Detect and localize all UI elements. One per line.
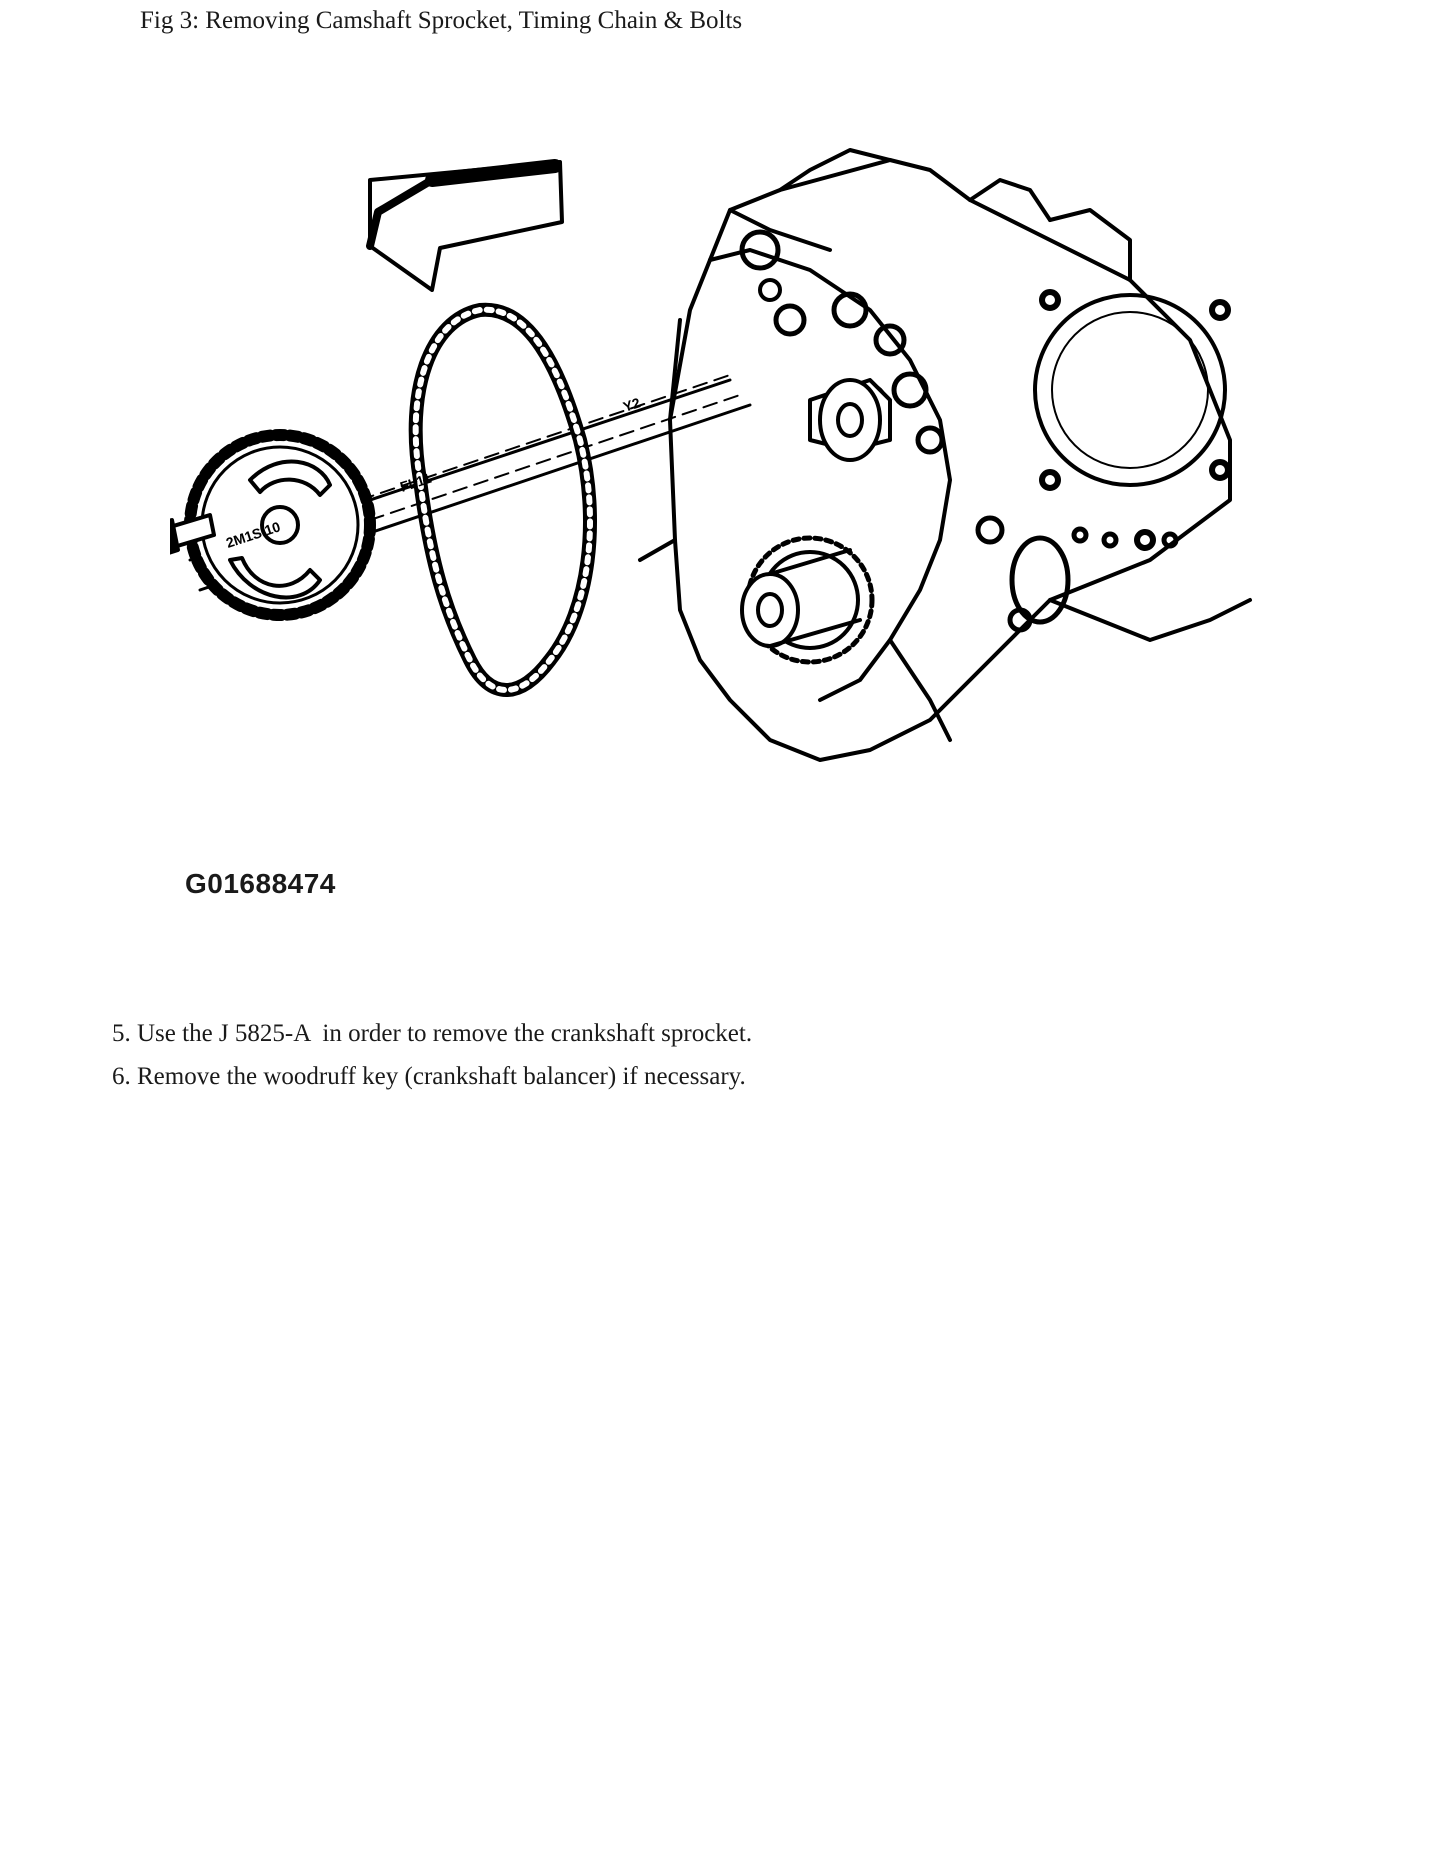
figure-id-label: G01688474 bbox=[185, 868, 336, 899]
step-text: Remove the woodruff key (crankshaft balancer) if necessary. bbox=[137, 1063, 746, 1090]
camshaft-sprocket bbox=[190, 435, 370, 615]
figure-caption: Fig 3: Removing Camshaft Sprocket, Timing Chain & Bolts bbox=[140, 7, 743, 34]
shaft-mark: 2M1S 10 bbox=[223, 518, 283, 551]
procedure-steps bbox=[112, 1012, 752, 1098]
removal-arrow-icon bbox=[370, 162, 562, 290]
shaft-mark: Y2 bbox=[620, 394, 643, 415]
engine-block bbox=[640, 150, 1250, 760]
step-item bbox=[112, 1055, 752, 1098]
timing-chain-diagram bbox=[170, 140, 1310, 900]
step-number: 5. bbox=[112, 1020, 131, 1047]
timing-chain bbox=[416, 310, 590, 690]
camshaft-hub bbox=[820, 380, 880, 460]
step-text: Use the J 5825-A in order to remove the crankshaft sprocket. bbox=[137, 1020, 753, 1047]
shaft-mark: FL11 bbox=[397, 469, 434, 495]
step-number: 6. bbox=[112, 1063, 131, 1090]
step-item bbox=[112, 1012, 752, 1055]
